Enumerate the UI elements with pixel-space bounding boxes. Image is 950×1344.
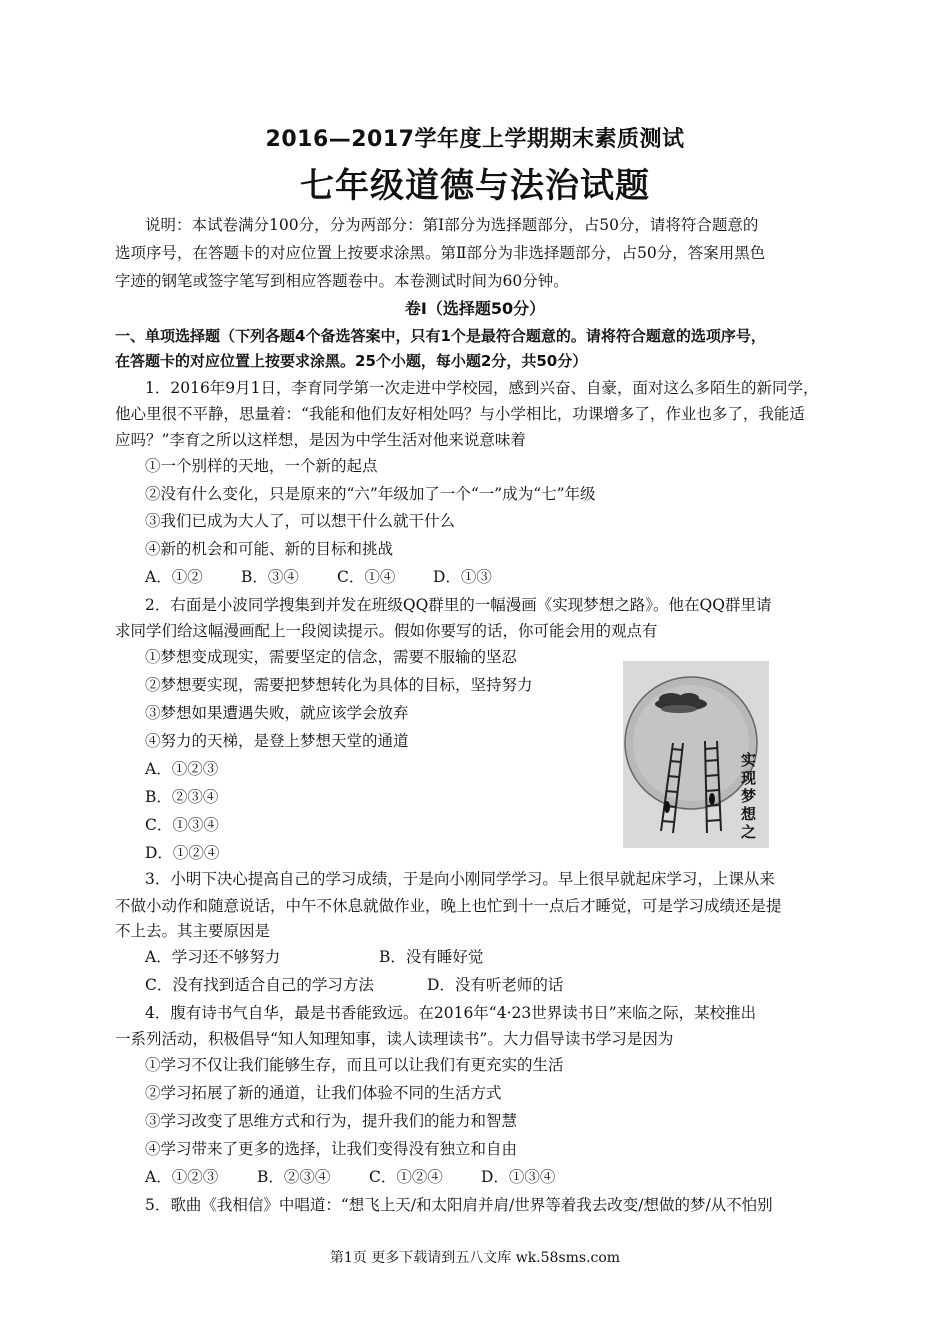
q1-option-b[interactable]: B．③④ [241,568,299,586]
q4-stem-line-1: 4．腹有诗书气自华，最是书香能致远。在2016年“4·23世界读书日”来临之际，某校推出 [145,1004,757,1022]
q1-item-4: ④新的机会和可能、新的目标和挑战 [145,540,394,558]
q4-option-c[interactable]: C．①②④ [369,1168,443,1186]
q2-stem-line-1: 2．右面是小波同学搜集到并发在班级QQ群里的一幅漫画《实现梦想之路》。他在QQ群里请 [145,596,772,614]
svg-text:之: 之 [741,823,757,841]
section-heading-line-1: 一、单项选择题（下列各题4个备选答案中，只有1个是最符合题意的。请将符合题意的选项序号， [115,327,766,345]
q1-options [145,567,870,587]
q3-option-c[interactable]: C．没有找到适合自己的学习方法 [145,976,374,994]
q1-option-c[interactable]: C．①④ [337,568,396,586]
exam-year-title: 2016—2017学年度上学期期末素质测试 [265,127,685,152]
q3-options-row-2 [145,975,870,995]
instructions-line-2: 选项序号，在答题卡的对应位置上按要求涂黑。第Ⅱ部分为非选择题部分，占50分，答案用黑色 [115,244,766,262]
q3-stem-line-2: 不做小动作和随意说话，中午不休息就做作业，晚上也忙到十一点后才睡觉，可是学习成绩还是提 [115,897,782,915]
q1-stem-line-3: 应吗？”李育之所以这样想，是因为中学生活对他来说意味着 [115,431,526,449]
q4-options [145,1167,870,1187]
q4-item-4: ④学习带来了更多的选择，让我们变得没有独立和自由 [145,1140,518,1158]
q3-options-row-1 [145,947,870,967]
q2-option-b[interactable]: B．②③④ [145,788,219,806]
page-footer: 第1页 更多下载请到五八文库 wk.58sms.com [329,1250,621,1266]
q4-option-b[interactable]: B．②③④ [257,1168,331,1186]
q1-item-3: ③我们已成为大人了，可以想干什么就干什么 [145,512,456,530]
q4-item-1: ①学习不仅让我们能够生存，而且可以让我们有更充实的生活 [145,1056,564,1074]
q1-item-2: ②没有什么变化，只是原来的“六”年级加了一个“一”成为“七”年级 [145,485,596,503]
q3-option-a[interactable]: A．学习还不够努力 [145,948,281,966]
q1-option-d[interactable]: D．①③ [433,568,492,586]
q4-item-2: ②学习拓展了新的通道，让我们体验不同的生活方式 [145,1084,502,1102]
q2-stem-line-2: 求同学们给这幅漫画配上一段阅读提示。假如你要写的话，你可能会用的观点有 [115,622,658,640]
q2-option-c[interactable]: C．①③④ [145,816,219,834]
q4-stem-line-2: 一系列活动，积极倡导“知人知理知事，读人读理读书”。大力倡导读书学习是因为 [115,1030,674,1048]
q1-stem-line-2: 他心里很不平静，思量着：“我能和他们友好相处吗？与小学相比，功课增多了，作业也多了，我能适 [115,405,805,423]
q2-option-d[interactable]: D．①②④ [145,844,220,862]
svg-text:想: 想 [741,805,757,823]
q1-option-a[interactable]: A．①② [145,568,203,586]
q3-stem-line-1: 3．小明下决心提高自己的学习成绩，于是向小刚同学学习。早上很早就起床学习，上课从来 [145,870,775,888]
q1-item-1: ①一个别样的天地，一个新的起点 [145,457,378,475]
q2-item-4: ④努力的天梯，是登上梦想天堂的通道 [145,732,409,750]
q3-option-b[interactable]: B．没有睡好觉 [379,948,484,966]
q3-option-d[interactable]: D．没有听老师的话 [427,976,564,994]
svg-text:梦: 梦 [741,787,757,805]
q2-item-2: ②梦想要实现，需要把梦想转化为具体的目标，坚持努力 [145,676,533,694]
exam-subject-title: 七年级道德与法治试题 [300,166,650,206]
q4-item-3: ③学习改变了思维方式和行为，提升我们的能力和智慧 [145,1112,518,1130]
q2-item-1: ①梦想变成现实，需要坚定的信念，需要不服输的坚忍 [145,648,518,666]
dream-ladder-cartoon [623,661,769,848]
q2-option-a[interactable]: A．①②③ [145,760,219,778]
instructions-line-3: 字迹的钢笔或签字笔写到相应答题卷中。本卷测试时间为60分钟。 [115,272,569,290]
q1-stem-line-1: 1．2016年9月1日，李育同学第一次走进中学校园，感到兴奋、自豪，面对这么多陌生的新同学， [145,379,819,397]
cartoon-caption [740,751,757,841]
q4-option-a[interactable]: A．①②③ [145,1168,219,1186]
svg-text:实: 实 [741,751,757,769]
instructions-line-1: 说明：本试卷满分100分，分为两部分：第Ⅰ部分为选择题部分，占50分，请将符合题意的 [145,216,759,234]
section-title: 卷Ⅰ（选择题50分） [404,299,546,318]
q5-stem-line-1: 5．歌曲《我相信》中唱道：“想飞上天/和太阳肩并肩/世界等着我去改变/想做的梦/从不怕别 [145,1196,773,1214]
q2-item-3: ③梦想如果遭遇失败，就应该学会放弃 [145,704,409,722]
svg-text:现: 现 [741,769,757,787]
q3-stem-line-3: 不上去。其主要原因是 [115,922,271,940]
q4-option-d[interactable]: D．①③④ [481,1168,556,1186]
section-heading-line-2: 在答题卡的对应位置上按要求涂黑。25个小题，每小题2分，共50分） [115,352,588,370]
